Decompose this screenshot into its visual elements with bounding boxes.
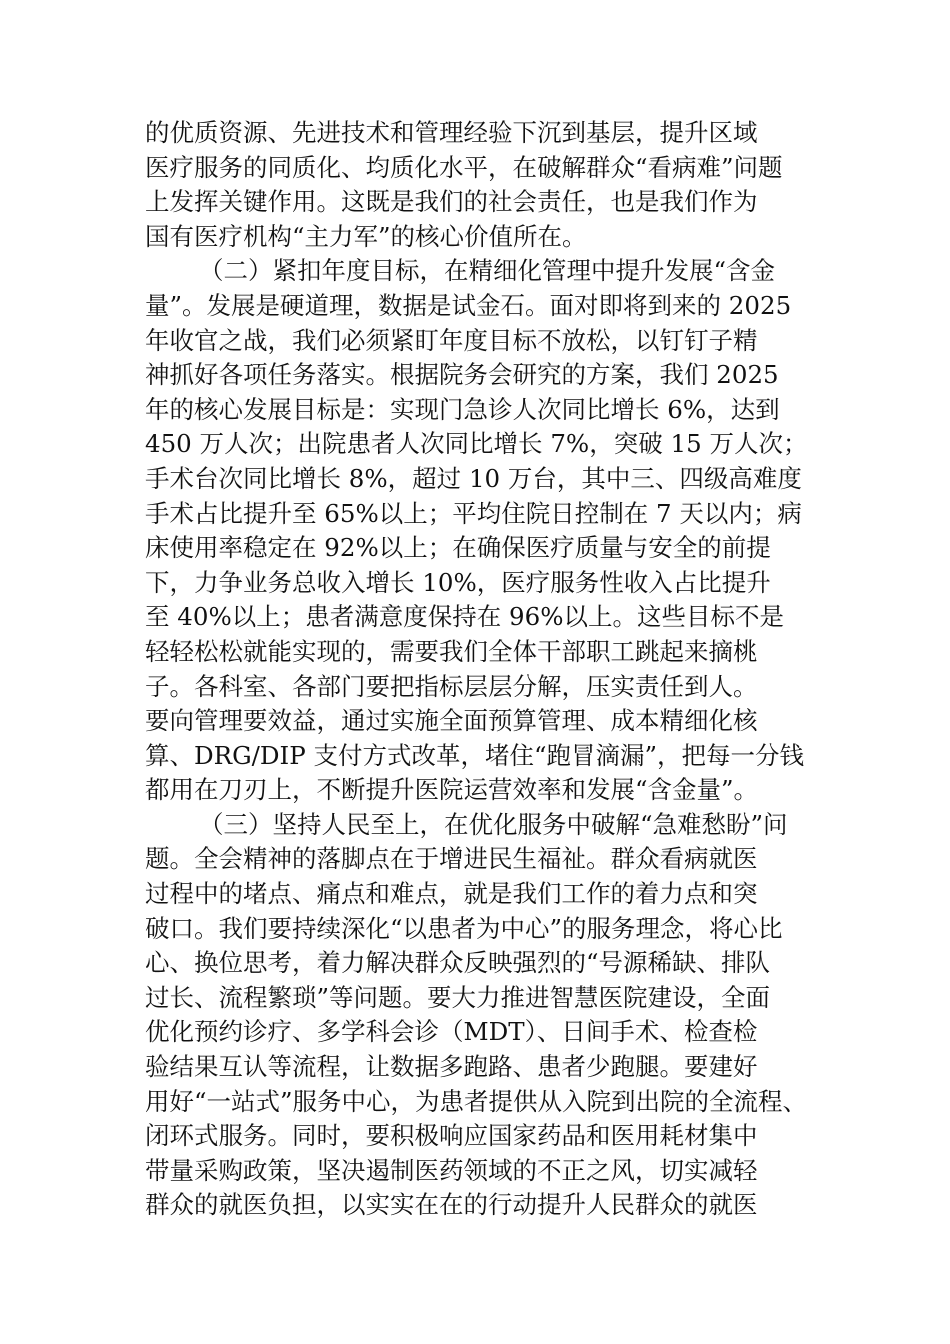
- text-line: 都用在刀刃上，不断提升医院运营效率和发展“含金量”。: [145, 775, 759, 805]
- text-line: 手术台次同比增长 8%，超过 10 万台，其中三、四级高难度: [145, 463, 802, 493]
- text-line: 450 万人次；出院患者人次同比增长 7%，突破 15 万人次；: [145, 429, 808, 459]
- section-heading-3: （三）坚持人民至上，在优化服务中破解“急难愁盼”问: [199, 809, 788, 839]
- text-line: 破口。我们要持续深化“以患者为中心”的服务理念，将心比: [145, 913, 783, 943]
- text-line: 带量采购政策，坚决遏制医药领域的不正之风，切实减轻: [145, 1155, 758, 1185]
- text-line: 量”。发展是硬道理，数据是试金石。面对即将到来的 2025: [145, 290, 792, 320]
- text-line: 闭环式服务。同时，要积极响应国家药品和医用耗材集中: [145, 1121, 758, 1151]
- text-line: 国有医疗机构“主力军”的核心价值所在。: [145, 221, 587, 251]
- section-heading-2: （二）紧扣年度目标，在精细化管理中提升发展“含金: [199, 256, 776, 286]
- text-line: 年收官之战，我们必须紧盯年度目标不放松，以钉钉子精: [145, 325, 758, 355]
- text-line: 算、DRG/DIP 支付方式改革，堵住“跑冒滴漏”，把每一分钱: [145, 740, 805, 770]
- text-line: 床使用率稳定在 92%以上；在确保医疗质量与安全的前提: [145, 533, 771, 563]
- text-line: 过长、流程繁琐”等问题。要大力推进智慧医院建设，全面: [145, 982, 771, 1012]
- text-line: 题。全会精神的落脚点在于增进民生福祉。群众看病就医: [145, 844, 758, 874]
- text-line: 医疗服务的同质化、均质化水平，在破解群众“看病难”问题: [145, 152, 783, 182]
- text-line: 轻轻松松就能实现的，需要我们全体干部职工跳起来摘桃: [145, 636, 758, 666]
- text-line: 用好“一站式”服务中心，为患者提供从入院到出院的全流程、: [145, 1086, 808, 1116]
- text-line: 手术占比提升至 65%以上；平均住院日控制在 7 天以内；病: [145, 498, 802, 528]
- text-line: 心、换位思考，着力解决群众反映强烈的“号源稀缺、排队: [145, 948, 771, 978]
- text-line: 优化预约诊疗、多学科会诊（MDT）、日间手术、检查检: [145, 1017, 758, 1047]
- text-line: 过程中的堵点、痛点和难点，就是我们工作的着力点和突: [145, 879, 758, 909]
- text-line: 年的核心发展目标是：实现门急诊人次同比增长 6%，达到: [145, 394, 780, 424]
- text-line: 群众的就医负担，以实实在在的行动提升人民群众的就医: [145, 1190, 758, 1220]
- text-line: 下，力争业务总收入增长 10%，医疗服务性收入占比提升: [145, 567, 771, 597]
- text-line: 上发挥关键作用。这既是我们的社会责任，也是我们作为: [145, 187, 758, 217]
- text-line: 要向管理要效益，通过实施全面预算管理、成本精细化核: [145, 706, 758, 736]
- text-line: 至 40%以上；患者满意度保持在 96%以上。这些目标不是: [145, 602, 784, 632]
- text-line: 神抓好各项任务落实。根据院务会研究的方案，我们 2025: [145, 360, 779, 390]
- body-text: [145, 116, 825, 1223]
- text-line: 验结果互认等流程，让数据多跑路、患者少跑腿。要建好: [145, 1052, 758, 1082]
- text-line: 子。各科室、各部门要把指标层层分解，压实责任到人。: [145, 671, 758, 701]
- text-line: 的优质资源、先进技术和管理经验下沉到基层，提升区域: [145, 118, 758, 147]
